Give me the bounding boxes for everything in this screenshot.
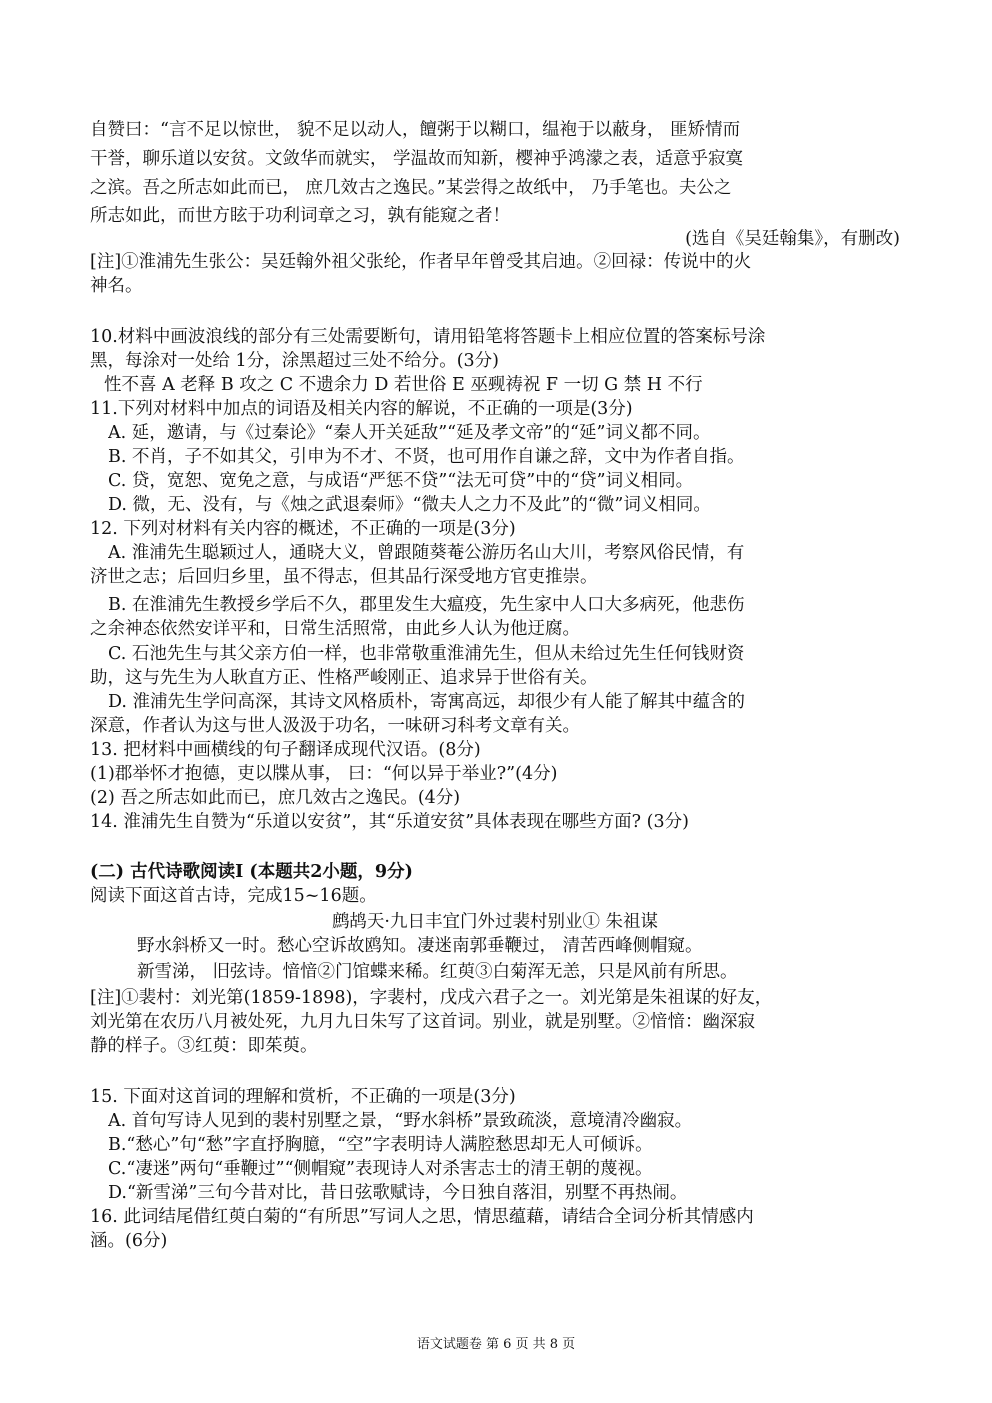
question-16: 16. 此词结尾借红萸白菊的“有所思”写词人之思，情思蕴藉，请结合全词分析其情感内 [90, 1207, 754, 1227]
section-heading: (二) 古代诗歌阅读I (本题共2小题，9分) [90, 862, 413, 882]
passage-line: 所志如此，而世方眩于功利词章之习，孰有能窥之者！ [90, 206, 510, 226]
option-a-cont: 济世之志；后回归乡里，虽不得志，但其品行深受地方官吏推崇。 [90, 567, 598, 587]
option-b: B. 在淮浦先生教授乡学后不久，郡里发生大瘟疫，先生家中人口大多病死，他悲伤 [108, 595, 745, 615]
poem-line: 新雪涕， 旧弦诗。愔愔②门馆蝶来稀。红萸③白菊浑无恙，只是风前有所思。 [137, 962, 738, 982]
option-a: A. 延，邀请，与《过秦论》“秦人开关延敌”“延及孝文帝”的“延”词义都不同。 [108, 423, 711, 443]
option-d: D.“新雪涕”三句今昔对比，昔日弦歌赋诗，今日独自落泪，别墅不再热闹。 [108, 1183, 688, 1203]
option-a: A. 首句写诗人见到的裴村别墅之景，“野水斜桥”景致疏淡，意境清冷幽寂。 [108, 1111, 693, 1131]
passage-line: 之滨。吾之所志如此而已， 庶几效古之逸民。”某尝得之故纸中， 乃手笔也。夫公之 [90, 178, 732, 198]
annotation-line: [注]①裴村：刘光第(1859-1898)，字裴村，戊戌六君子之一。刘光第是朱祖谋的好友， [90, 988, 773, 1008]
option-b: B. 不肖，子不如其父，引申为不才、不贤，也可用作自谦之辞，文中为作者自指。 [108, 447, 745, 467]
option-d: D. 淮浦先生学问高深，其诗文风格质朴，寄寓高远，却很少有人能了解其中蕴含的 [108, 692, 746, 712]
question-10: 10.材料中画波浪线的部分有三处需要断句，请用铅笔将答题卡上相应位置的答案标号涂 [90, 327, 766, 347]
poem-title: 鹧鸪天·九日丰宜门外过裴村别业① 朱祖谋 [331, 912, 659, 932]
source-citation: (选自《吴廷翰集》，有删改) [685, 229, 900, 249]
poem-line: 野水斜桥又一时。愁心空诉故鸥知。凄迷南郭垂鞭过， 清苦西峰侧帽窥。 [137, 936, 703, 956]
option-b: B.“愁心”句“愁”字直抒胸臆，“空”字表明诗人满腔愁思却无人可倾诉。 [108, 1135, 653, 1155]
passage-line: 干誉，聊乐道以安贫。文敛华而就实， 学温故而知新，樱神乎鸿濛之表，适意乎寂寞 [90, 149, 744, 169]
question-15: 15. 下面对这首词的理解和赏析，不正确的一项是(3分) [90, 1087, 516, 1107]
question-13-part-2: (2) 吾之所志如此而已，庶几效古之逸民。(4分) [90, 788, 461, 808]
question-11: 11.下列对材料中加点的词语及相关内容的解说，不正确的一项是(3分) [90, 399, 633, 419]
section-instruction: 阅读下面这首古诗，完成15~16题。 [90, 886, 377, 906]
option-d-cont: 深意，作者认为这与世人汲汲于功名，一味研习科考文章有关。 [90, 716, 580, 736]
question-13-part-1: (1)郡举怀才抱德，吏以牒从事， 曰：“何以异于举业?”(4分) [90, 764, 558, 784]
question-12: 12. 下列对材料有关内容的概述，不正确的一项是(3分) [90, 519, 516, 539]
annotation-line: 神名。 [90, 276, 143, 296]
option-c: C. 石池先生与其父亲方伯一样，也非常敬重淮浦先生，但从未给过先生任何钱财资 [108, 644, 745, 664]
question-10-line: 黑，每涂对一处给 1分，涂黑超过三处不给分。(3分) [90, 351, 499, 371]
passage-line: 自赞曰：“言不足以惊世， 貌不足以动人，饘粥于以糊口，缊袍于以蔽身， 匪矫情而 [90, 120, 741, 140]
option-c: C. 贷，宽恕、宽免之意，与成语“严惩不贷”“法无可贷”中的“贷”词义相同。 [108, 471, 694, 491]
option-b-cont: 之余神态依然安详平和，日常生活照常，由此乡人认为他迂腐。 [90, 619, 580, 639]
option-c: C.“凄迷”两句“垂鞭过”“侧帽窥”表现诗人对杀害志士的清王朝的蔑视。 [108, 1159, 653, 1179]
page-footer: 语文试题卷 第 6 页 共 8 页 [416, 1337, 576, 1352]
option-c-cont: 助，这与先生为人耿直方正、性格严峻刚正、追求异于世俗有关。 [90, 668, 598, 688]
question-13: 13. 把材料中画横线的句子翻译成现代汉语。(8分) [90, 740, 481, 760]
annotation-line: 静的样子。③红萸：即茱萸。 [90, 1036, 318, 1056]
question-14: 14. 淮浦先生自赞为“乐道以安贫”，其“乐道安贫”具体表现在哪些方面? (3分) [90, 812, 689, 832]
option-d: D. 微，无、没有，与《烛之武退秦师》“微夫人之力不及此”的“微”词义相同。 [108, 495, 711, 515]
annotation-line: 刘光第在农历八月被处死，九月九日朱写了这首词。别业，就是别墅。②愔愔：幽深寂 [90, 1012, 755, 1032]
question-10-sentence: 性不喜 A 老释 B 攻之 C 不遗余力 D 若世俗 E 巫觋祷祝 F 一切 G 禁 H 不行 [104, 375, 703, 395]
annotation-line: [注]①淮浦先生张公：吴廷翰外祖父张纶，作者早年曾受其启迪。②回禄：传说中的火 [90, 252, 752, 272]
option-a: A. 淮浦先生聪颖过人，通晓大义，曾跟随葵菴公游历名山大川，考察风俗民情，有 [108, 543, 745, 563]
question-16-cont: 涵。(6分) [90, 1231, 168, 1251]
